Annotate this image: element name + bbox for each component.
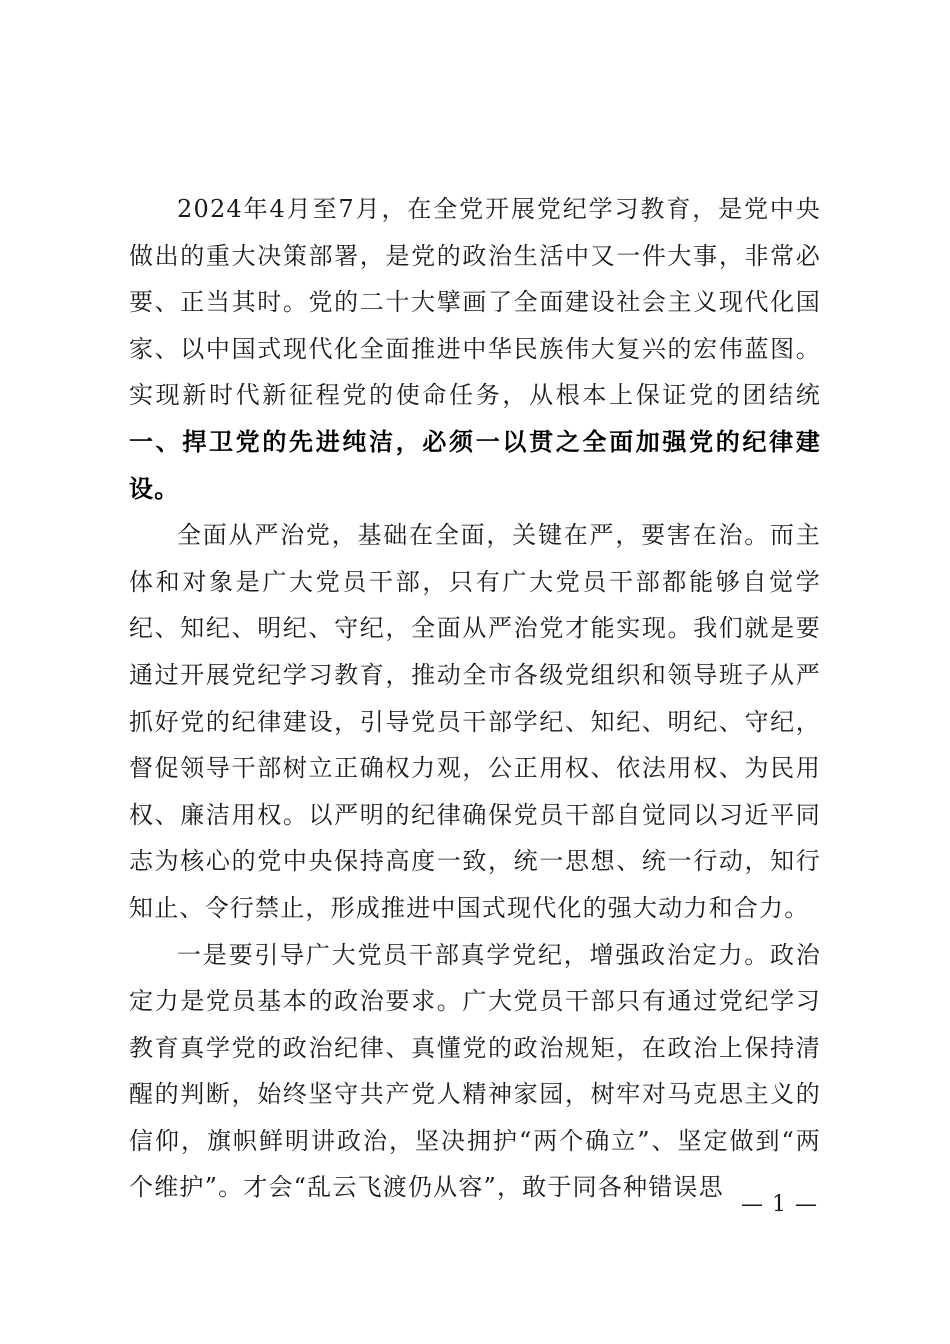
paragraph-3 — [129, 932, 821, 1212]
paragraph-2-text: 全面从严治党，基础在全面，关键在严，要害在治。而主体和对象是广大党员干部，只有广大党员干部都能够自觉学纪、知纪、明纪、守纪，全面从严治党才能实现。我们就是要通过开展党纪学习教育，推动全市各级党组织和领导班子从严抓好党的纪律建设，引导党员干部学纪、知纪、明纪、守纪，督促领导干部树立正确权力观，公正用权、依法用权、为民用权、廉洁用权。以严明的纪律确保党员干部自觉同以习近平同志为核心的党中央保持高度一致，统一思想、统一行动，知行知止、令行禁止，形成推进中国式现代化的强大动力和合力。 — [129, 521, 821, 922]
paragraph-1-bold-text: 一、捍卫党的先进纯洁，必须一以贯之全面加强党的纪律建设。 — [129, 427, 821, 503]
page-number: — 1 — — [741, 1192, 818, 1217]
paragraph-1-text: 2024年4月至7月，在全党开展党纪学习教育，是党中央做出的重大决策部署，是党的政治生活中又一件大事，非常必要、正当其时。党的二十大擘画了全面建设社会主义现代化国家、以中国式现代化全面推进中华民族伟大复兴的宏伟蓝图。实现新时代新征程党的使命任务，从根本上保证党的团结统 — [129, 195, 821, 410]
paragraph-3-text: 一是要引导广大党员干部真学党纪，增强政治定力。政治定力是党员基本的政治要求。广大党员干部只有通过党纪学习教育真学党的政治纪律、真懂党的政治规矩，在政治上保持清醒的判断，始终坚守共产党人精神家园，树牢对马克思主义的信仰，旗帜鲜明讲政治，坚决拥护“两个确立”、坚定做到“两个维护”。才会“乱云飞渡仍从容”，敢于同各种错误思 — [129, 940, 821, 1202]
paragraph-1 — [129, 186, 821, 512]
paragraph-2 — [129, 512, 821, 931]
body-text — [129, 186, 821, 1211]
